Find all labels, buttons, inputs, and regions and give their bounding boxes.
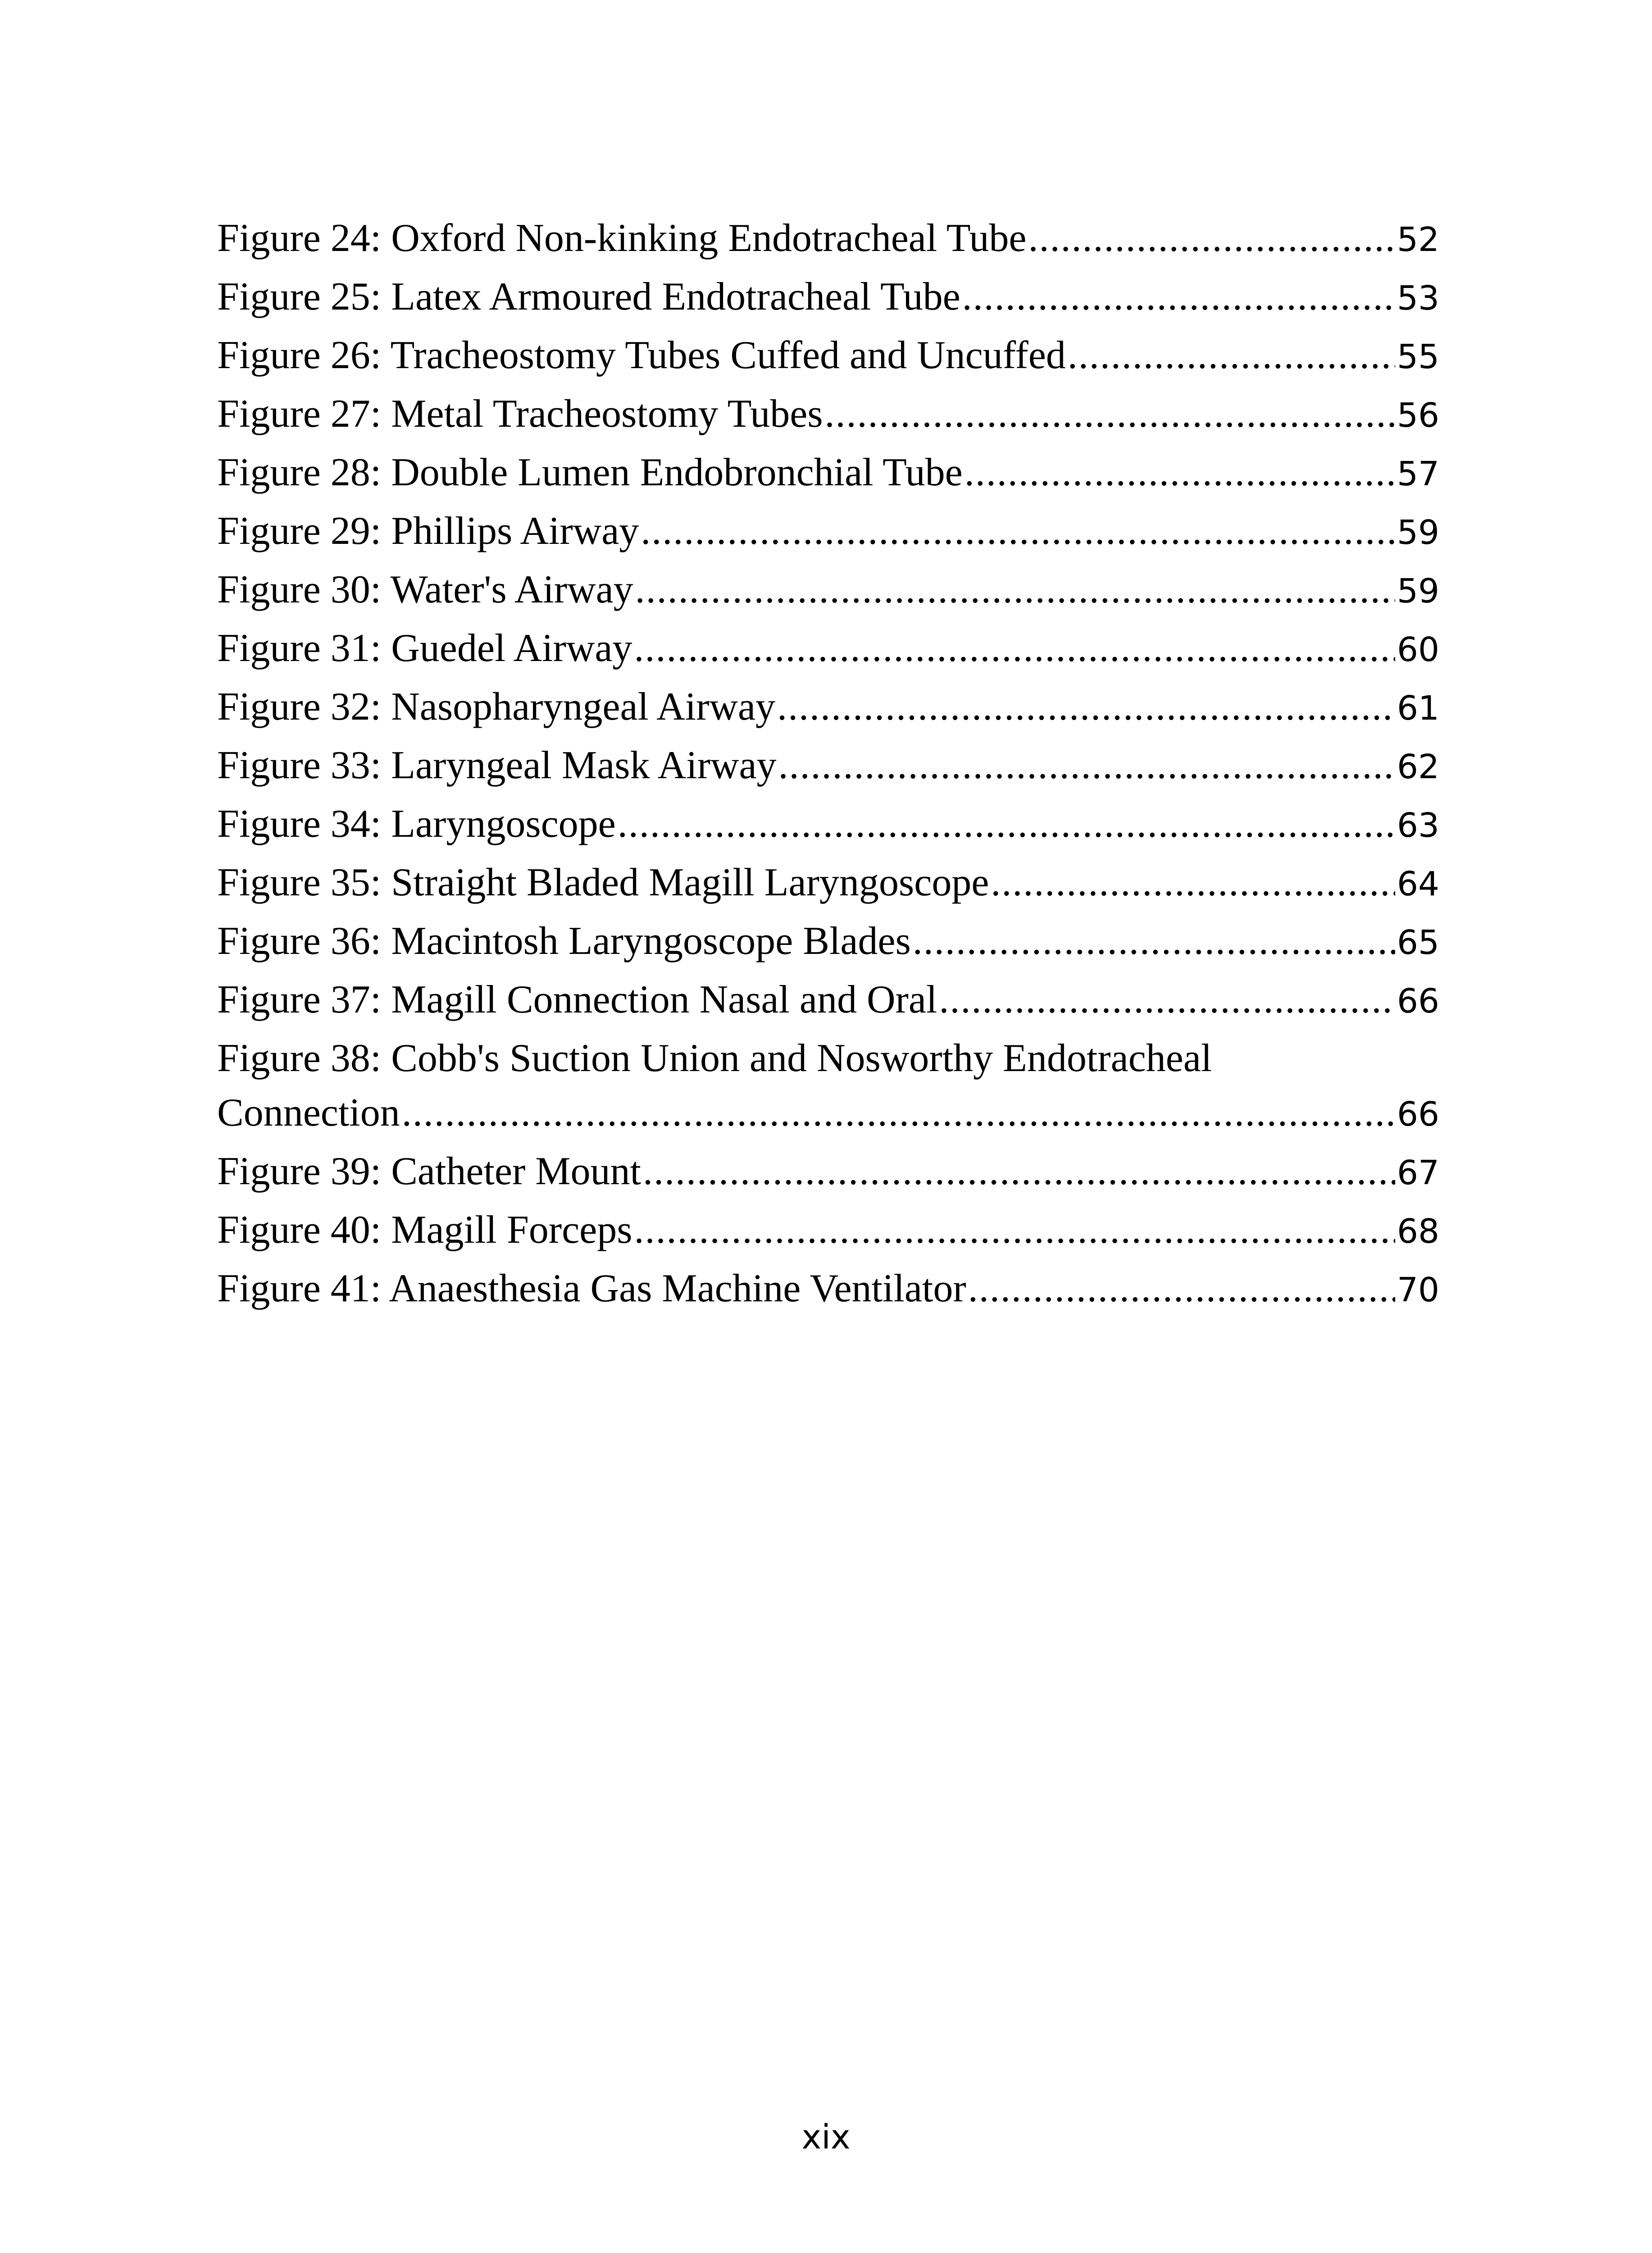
toc-entry-page: 66 xyxy=(1397,982,1439,1021)
toc-entry-figure-36[interactable] xyxy=(217,918,1439,977)
dot-leader xyxy=(635,567,1395,612)
toc-entry-title: Figure 36: Macintosh Laryngoscope Blades xyxy=(217,919,911,963)
toc-entry-page: 63 xyxy=(1397,806,1439,845)
dot-leader xyxy=(618,801,1395,847)
dot-leader xyxy=(968,1266,1395,1311)
toc-entry-page: 53 xyxy=(1397,279,1439,318)
dot-leader xyxy=(962,274,1395,319)
toc-entry-figure-26[interactable] xyxy=(217,333,1439,391)
toc-entry-figure-32[interactable] xyxy=(217,684,1439,743)
toc-entry-title: Figure 32: Nasopharyngeal Airway xyxy=(217,685,776,729)
toc-entry-page: 68 xyxy=(1397,1212,1439,1251)
toc-entry-page: 55 xyxy=(1397,337,1439,376)
toc-entry-title: Figure 34: Laryngoscope xyxy=(217,802,616,846)
dot-leader xyxy=(634,1207,1395,1253)
toc-entry-figure-33[interactable] xyxy=(217,743,1439,801)
dot-leader xyxy=(825,391,1395,437)
toc-entry-figure-28[interactable] xyxy=(217,450,1439,508)
toc-entry-page: 52 xyxy=(1397,220,1439,259)
toc-entry-title: Figure 38: Cobb's Suction Union and Nosworthy Endotracheal xyxy=(217,1036,1212,1080)
dot-leader xyxy=(641,508,1395,554)
toc-entry-page: 65 xyxy=(1397,923,1439,962)
toc-entry-figure-31[interactable] xyxy=(217,625,1439,684)
list-of-figures xyxy=(217,215,1439,1324)
toc-entry-page: 66 xyxy=(1397,1095,1439,1134)
toc-entry-title: Figure 24: Oxford Non-kinking Endotracheal Tube xyxy=(217,216,1027,260)
page-number: xix xyxy=(801,2118,851,2157)
toc-entry-figure-29[interactable] xyxy=(217,508,1439,567)
toc-entry-figure-38[interactable] xyxy=(217,1035,1439,1149)
dot-leader xyxy=(1068,333,1395,378)
toc-entry-continuation xyxy=(217,1090,1439,1149)
toc-entry-figure-39[interactable] xyxy=(217,1149,1439,1207)
toc-entry-title: Figure 37: Magill Connection Nasal and Oral xyxy=(217,978,937,1022)
toc-entry-title-continued: Connection xyxy=(217,1091,400,1135)
toc-entry-figure-24[interactable] xyxy=(217,215,1439,274)
toc-entry-title: Figure 26: Tracheostomy Tubes Cuffed and Uncuffed xyxy=(217,333,1066,377)
dot-leader xyxy=(965,450,1395,495)
toc-entry-title: Figure 25: Latex Armoured Endotracheal Tube xyxy=(217,275,960,319)
toc-entry-figure-30[interactable] xyxy=(217,567,1439,625)
toc-entry-page: 56 xyxy=(1397,396,1439,435)
toc-entry-page: 59 xyxy=(1397,513,1439,552)
toc-entry-figure-34[interactable] xyxy=(217,801,1439,860)
toc-entry-figure-35[interactable] xyxy=(217,860,1439,918)
toc-entry-title: Figure 27: Metal Tracheostomy Tubes xyxy=(217,392,823,436)
toc-entry-title: Figure 30: Water's Airway xyxy=(217,568,633,611)
toc-entry-page: 64 xyxy=(1397,865,1439,903)
toc-entry-figure-41[interactable] xyxy=(217,1266,1439,1324)
toc-entry-title: Figure 28: Double Lumen Endobronchial Tube xyxy=(217,451,963,494)
toc-entry-figure-27[interactable] xyxy=(217,391,1439,450)
toc-entry-figure-25[interactable] xyxy=(217,274,1439,333)
toc-entry-title: Figure 29: Phillips Airway xyxy=(217,509,639,553)
dot-leader xyxy=(777,684,1395,730)
dot-leader xyxy=(778,743,1395,788)
toc-entry-figure-37[interactable] xyxy=(217,977,1439,1035)
toc-entry-title: Figure 33: Laryngeal Mask Airway xyxy=(217,743,777,787)
toc-entry-page: 61 xyxy=(1397,689,1439,728)
dot-leader xyxy=(991,860,1395,905)
toc-entry-page: 70 xyxy=(1397,1271,1439,1309)
toc-entry-page: 67 xyxy=(1397,1154,1439,1192)
toc-entry-page: 62 xyxy=(1397,748,1439,786)
dot-leader xyxy=(939,977,1395,1022)
toc-entry-page: 59 xyxy=(1397,572,1439,611)
toc-entry-figure-40[interactable] xyxy=(217,1207,1439,1266)
dot-leader xyxy=(1028,215,1395,261)
toc-entry-title: Figure 31: Guedel Airway xyxy=(217,626,633,670)
dot-leader xyxy=(913,918,1395,964)
toc-entry-title: Figure 40: Magill Forceps xyxy=(217,1208,633,1252)
toc-entry-page: 57 xyxy=(1397,455,1439,493)
dot-leader xyxy=(643,1149,1395,1194)
toc-entry-title: Figure 35: Straight Bladed Magill Laryngoscope xyxy=(217,861,989,904)
toc-entry-title: Figure 39: Catheter Mount xyxy=(217,1149,641,1193)
dot-leader xyxy=(402,1090,1395,1136)
toc-entry-page: 60 xyxy=(1397,630,1439,669)
dot-leader xyxy=(634,625,1395,671)
toc-entry-title: Figure 41: Anaesthesia Gas Machine Ventilator xyxy=(217,1267,966,1310)
